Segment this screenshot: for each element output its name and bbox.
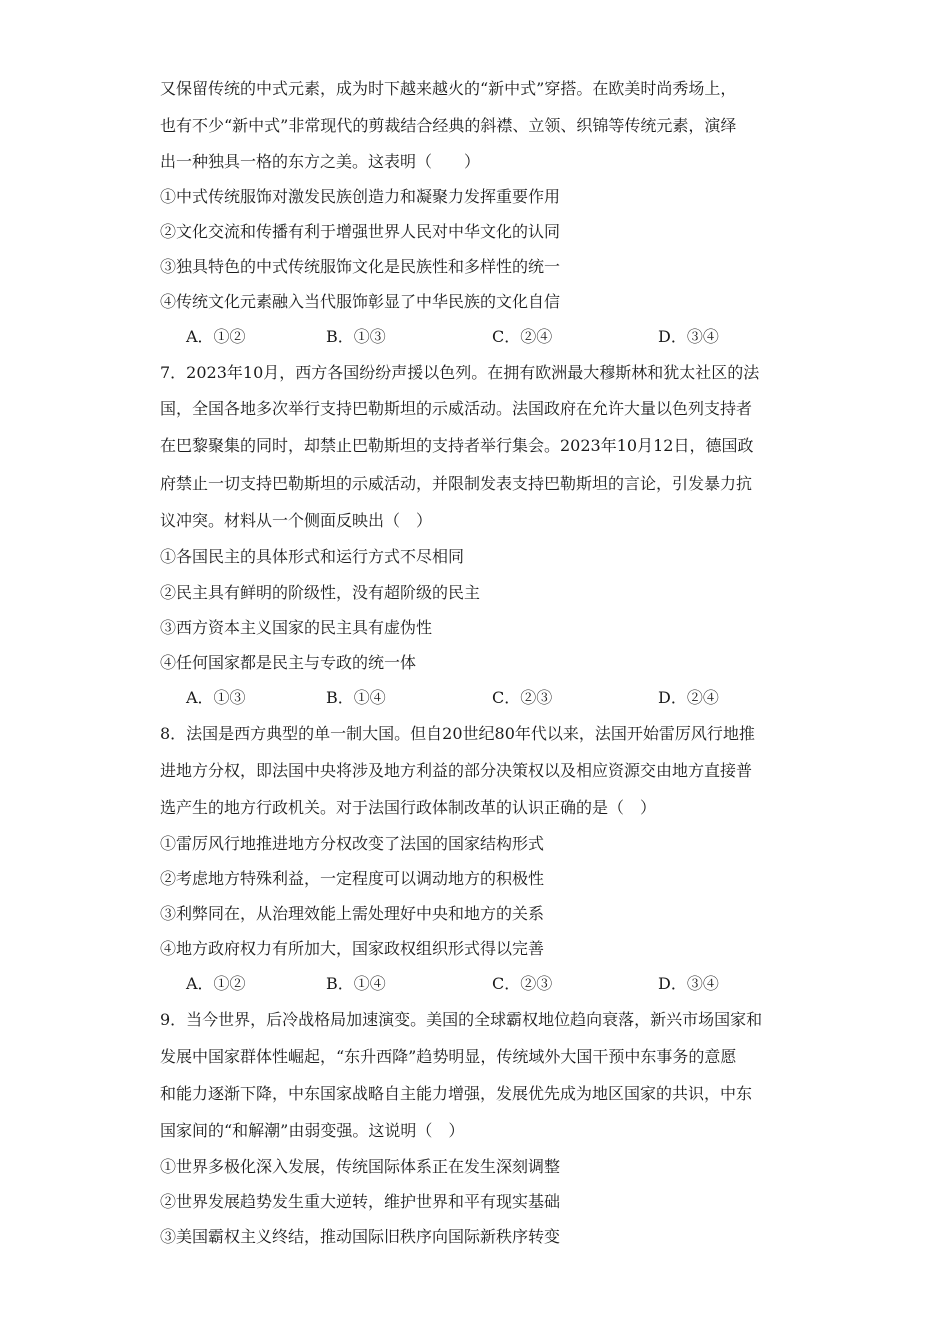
q7-option-c[interactable]: C．②③ [492, 688, 553, 707]
q9-statement-1: ①世界多极化深入发展，传统国际体系正在发生深刻调整 [160, 1157, 561, 1176]
q9-stem-line-3: 和能力逐渐下降，中东国家战略自主能力增强，发展优先成为地区国家的共识，中东 [160, 1084, 753, 1103]
q8-stem-line-1: 8．法国是西方典型的单一制大国。但自20世纪80年代以来，法国开始雷厉风行地推 [160, 724, 755, 743]
q6-option-d[interactable]: D．③④ [658, 327, 719, 346]
q6-stem-line-1: 又保留传统的中式元素，成为时下越来越火的“新中式”穿搭。在欧美时尚秀场上， [160, 79, 737, 98]
q8-stem-line-3: 选产生的地方行政机关。对于法国行政体制改革的认识正确的是（ ） [160, 798, 657, 817]
q8-option-d[interactable]: D．③④ [658, 974, 719, 993]
q7-statement-1: ①各国民主的具体形式和运行方式不尽相同 [160, 547, 465, 566]
q6-statement-2: ②文化交流和传播有利于增强世界人民对中华文化的认同 [160, 222, 561, 241]
q8-option-b[interactable]: B．①④ [326, 974, 386, 993]
q8-statement-1: ①雷厉风行地推进地方分权改变了法国的国家结构形式 [160, 834, 545, 853]
q7-stem-line-4: 府禁止一切支持巴勒斯坦的示威活动，并限制发表支持巴勒斯坦的言论，引发暴力抗 [160, 474, 753, 493]
q8-stem-line-2: 进地方分权，即法国中央将涉及地方利益的部分决策权以及相应资源交由地方直接普 [160, 761, 753, 780]
q9-stem-line-1: 9．当今世界，后冷战格局加速演变。美国的全球霸权地位趋向衰落，新兴市场国家和 [160, 1010, 763, 1029]
q7-stem-line-3: 在巴黎聚集的同时，却禁止巴勒斯坦的支持者举行集会。2023年10月12日，德国政 [160, 436, 754, 455]
q9-stem-line-4: 国家间的“和解潮”由弱变强。这说明（ ） [160, 1121, 465, 1140]
q8-statement-4: ④地方政府权力有所加大，国家政权组织形式得以完善 [160, 939, 545, 958]
q7-stem-line-2: 国，全国各地多次举行支持巴勒斯坦的示威活动。法国政府在允许大量以色列支持者 [160, 399, 753, 418]
q7-stem-line-1: 7．2023年10月，西方各国纷纷声援以色列。在拥有欧洲最大穆斯林和犹太社区的法 [160, 363, 760, 382]
q7-statement-4: ④任何国家都是民主与专政的统一体 [160, 653, 417, 672]
q9-statement-2: ②世界发展趋势发生重大逆转，维护世界和平有现实基础 [160, 1192, 561, 1211]
q6-statement-3: ③独具特色的中式传统服饰文化是民族性和多样性的统一 [160, 257, 561, 276]
q6-stem-line-2: 也有不少“新中式”非常现代的剪裁结合经典的斜襟、立领、织锦等传统元素，演绎 [160, 116, 737, 135]
q6-statement-1: ①中式传统服饰对激发民族创造力和凝聚力发挥重要作用 [160, 187, 561, 206]
q7-statement-3: ③西方资本主义国家的民主具有虚伪性 [160, 618, 433, 637]
q7-option-a[interactable]: A．①③ [186, 688, 246, 707]
q7-option-b[interactable]: B．①④ [326, 688, 386, 707]
q7-option-d[interactable]: D．②④ [658, 688, 719, 707]
q8-statement-3: ③利弊同在，从治理效能上需处理好中央和地方的关系 [160, 904, 545, 923]
q8-option-a[interactable]: A．①② [186, 974, 246, 993]
q6-stem-line-3: 出一种独具一格的东方之美。这表明（ ） [160, 152, 481, 171]
q6-options [186, 326, 786, 348]
q7-stem-line-5: 议冲突。材料从一个侧面反映出（ ） [160, 511, 433, 530]
q8-option-c[interactable]: C．②③ [492, 974, 553, 993]
q6-statement-4: ④传统文化元素融入当代服饰彰显了中华民族的文化自信 [160, 292, 561, 311]
q9-statement-3: ③美国霸权主义终结，推动国际旧秩序向国际新秩序转变 [160, 1227, 561, 1246]
q7-options [186, 687, 786, 709]
q7-statement-2: ②民主具有鲜明的阶级性，没有超阶级的民主 [160, 583, 481, 602]
q6-option-a[interactable]: A．①② [186, 327, 246, 346]
q8-options [186, 973, 786, 995]
q9-stem-line-2: 发展中国家群体性崛起，“东升西降”趋势明显，传统域外大国干预中东事务的意愿 [160, 1047, 737, 1066]
q8-statement-2: ②考虑地方特殊利益，一定程度可以调动地方的积极性 [160, 869, 545, 888]
q6-option-c[interactable]: C．②④ [492, 327, 553, 346]
q6-option-b[interactable]: B．①③ [326, 327, 386, 346]
